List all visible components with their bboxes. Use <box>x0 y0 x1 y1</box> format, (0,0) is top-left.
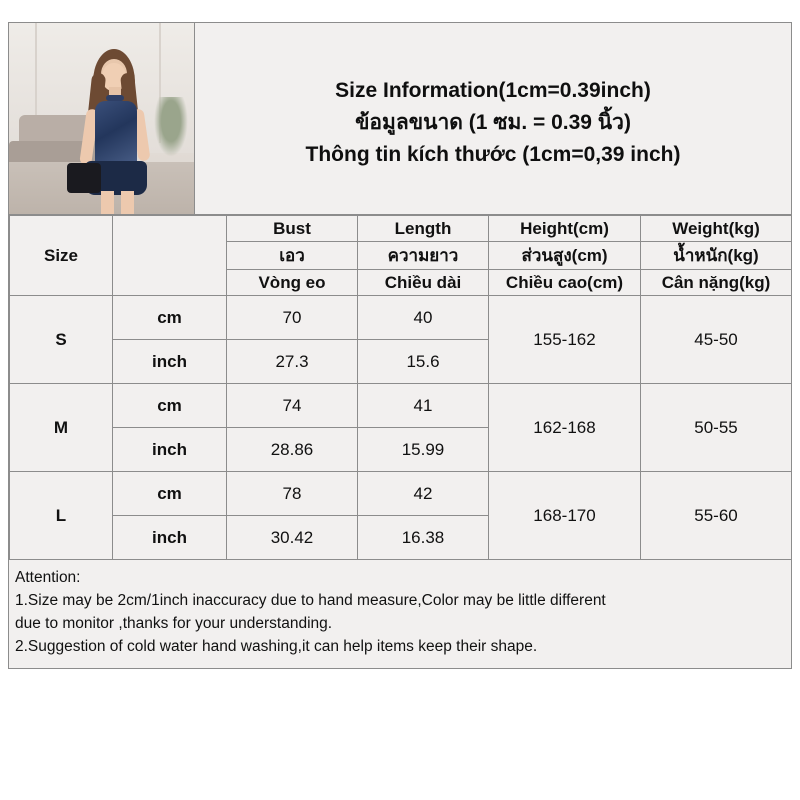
cell-height-m: 162-168 <box>489 384 641 472</box>
cell-length-inch-l: 16.38 <box>358 516 489 560</box>
row-unit-inch-s: inch <box>113 340 227 384</box>
cell-length-inch-s: 15.6 <box>358 340 489 384</box>
title-line-vi: Thông tin kích thước (1cm=0,39 inch) <box>305 142 681 166</box>
title-line-en: Size Information(1cm=0.39inch) <box>335 78 651 102</box>
header-bust-th: เอว <box>227 242 358 270</box>
table-row <box>10 384 792 428</box>
attention-line-2: due to monitor ,thanks for your understanding. <box>15 615 333 632</box>
cell-bust-cm-m: 74 <box>227 384 358 428</box>
cell-height-l: 168-170 <box>489 472 641 560</box>
cell-height-s: 155-162 <box>489 296 641 384</box>
header-weight-vi: Cân nặng(kg) <box>641 270 792 296</box>
attention-line-1: 1.Size may be 2cm/1inch inaccuracy due to hand measure,Color may be little different <box>15 592 606 609</box>
cell-bust-inch-m: 28.86 <box>227 428 358 472</box>
row-unit-inch-l: inch <box>113 516 227 560</box>
chart-title-block <box>195 23 791 215</box>
measurements-table <box>9 215 792 560</box>
row-unit-cm-l: cm <box>113 472 227 516</box>
row-unit-cm-s: cm <box>113 296 227 340</box>
model-leg-right <box>121 191 134 215</box>
title-line-th: ข้อมูลขนาด (1 ซม. = 0.39 นิ้ว) <box>355 110 631 134</box>
row-size-m: M <box>10 384 113 472</box>
header-weight-th: น้ำหนัก(kg) <box>641 242 792 270</box>
row-size-l: L <box>10 472 113 560</box>
attention-heading: Attention: <box>15 569 81 586</box>
header-height-en: Height(cm) <box>489 216 641 242</box>
model-top-garment <box>95 101 137 167</box>
cell-weight-l: 55-60 <box>641 472 792 560</box>
cell-length-inch-m: 15.99 <box>358 428 489 472</box>
header-height-vi: Chiều cao(cm) <box>489 270 641 296</box>
cell-bust-cm-s: 70 <box>227 296 358 340</box>
table-row <box>10 472 792 516</box>
row-unit-inch-m: inch <box>113 428 227 472</box>
chart-header <box>9 23 791 215</box>
header-bust-vi: Vòng eo <box>227 270 358 296</box>
header-height-th: ส่วนสูง(cm) <box>489 242 641 270</box>
size-column-header: Size <box>10 216 113 296</box>
attention-block <box>9 560 791 668</box>
cell-length-cm-s: 40 <box>358 296 489 340</box>
header-length-vi: Chiều dài <box>358 270 489 296</box>
cell-weight-m: 50-55 <box>641 384 792 472</box>
cell-bust-inch-s: 27.3 <box>227 340 358 384</box>
cell-length-cm-l: 42 <box>358 472 489 516</box>
photo-plant <box>154 97 188 157</box>
row-size-s: S <box>10 296 113 384</box>
model-leg-left <box>101 191 114 215</box>
product-photo <box>9 23 194 214</box>
header-bust-en: Bust <box>227 216 358 242</box>
size-chart <box>8 22 792 669</box>
cell-bust-inch-l: 30.42 <box>227 516 358 560</box>
model-handbag <box>67 163 101 193</box>
unit-column-header <box>113 216 227 296</box>
attention-line-3: 2.Suggestion of cold water hand washing,it can help items keep their shape. <box>15 638 538 655</box>
cell-length-cm-m: 41 <box>358 384 489 428</box>
header-weight-en: Weight(kg) <box>641 216 792 242</box>
cell-weight-s: 45-50 <box>641 296 792 384</box>
product-photo-cell <box>9 23 195 215</box>
header-length-en: Length <box>358 216 489 242</box>
header-length-th: ความยาว <box>358 242 489 270</box>
cell-bust-cm-l: 78 <box>227 472 358 516</box>
row-unit-cm-m: cm <box>113 384 227 428</box>
table-header-row-en <box>10 216 792 242</box>
table-row <box>10 296 792 340</box>
